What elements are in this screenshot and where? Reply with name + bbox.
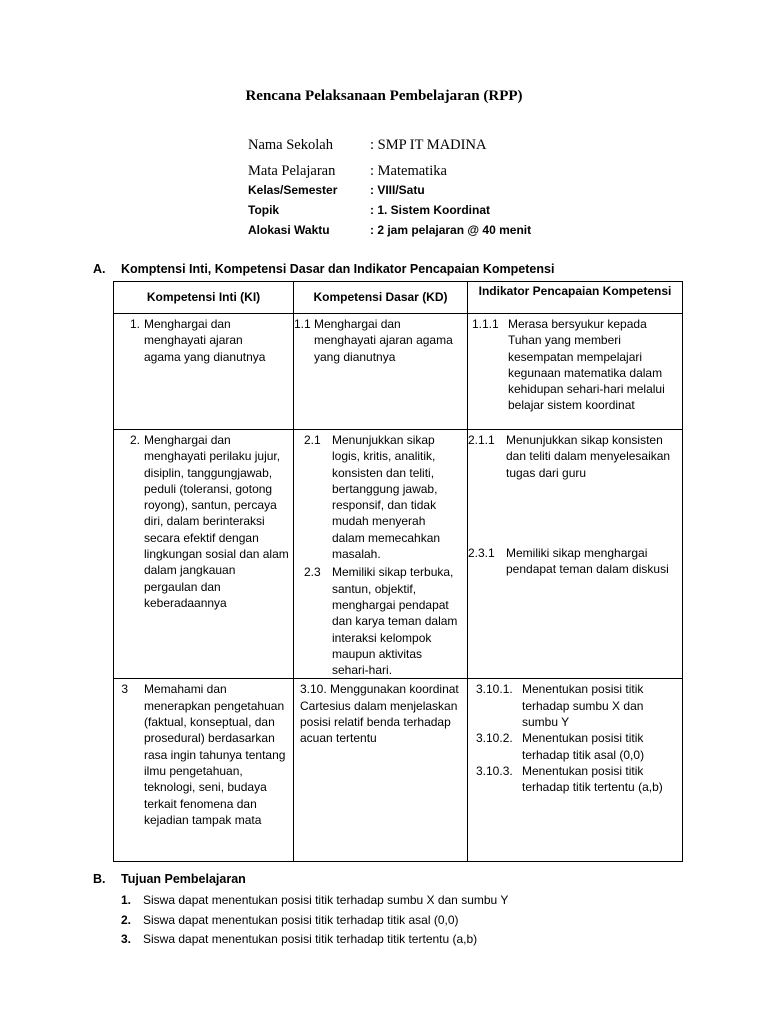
item-text: Menggunakan koordinat Cartesius dalam menjelaskan posisi relatif benda terhadap acuan tertentu xyxy=(300,682,459,746)
meta-alokasi-waktu xyxy=(248,223,531,237)
item-text: Memahami dan menerapkan pengetahuan (faktual, konseptual, dan prosedural) berdasarkan rasa ingin tahunya tentang ilmu pengetahuan, teknologi, seni, budaya terkait fenomena dan kejadian tampak mata xyxy=(144,682,286,827)
kd-cell xyxy=(294,314,468,430)
ipk-cell xyxy=(468,314,683,430)
meta-label: Mata Pelajaran xyxy=(248,163,336,179)
document-title: Rencana Pelaksanaan Pembelajaran (RPP) xyxy=(245,88,523,104)
meta-topik xyxy=(248,203,490,217)
item-text: Menentukan posisi titik terhadap titik tertentu (a,b) xyxy=(522,763,663,795)
item-text: Menghargai dan menghayati perilaku jujur, disiplin, tanggungjawab, peduli (toleransi, gotong royong), santun, percaya diri, dalam berinteraksi secara efektif dengan lingkungan sosial dan alam dalam jangkauan pergaulan dan keberadaannya xyxy=(144,433,289,610)
item-text: Memiliki sikap menghargai pendapat teman dalam diskusi xyxy=(506,545,669,577)
list-item xyxy=(121,911,508,931)
item-number: 3.10.1. xyxy=(476,682,513,697)
meta-label: Alokasi Waktu xyxy=(248,223,330,237)
ki-cell xyxy=(114,679,294,862)
item-number: 2.1 xyxy=(304,433,321,447)
section-title: Tujuan Pembelajaran xyxy=(121,872,246,886)
item-number: 3.10. xyxy=(300,682,327,697)
meta-value: : VIII/Satu xyxy=(370,183,425,197)
meta-mata-pelajaran xyxy=(248,163,447,180)
list-item xyxy=(121,930,508,950)
item-text: Merasa bersyukur kepada Tuhan yang memberi kesempatan mempelajari kegunaan matematika dalam kehidupan sehari-hari melalui belajar sistem koordinat xyxy=(508,317,665,413)
header-ki: Kompetensi Inti (KI) xyxy=(114,282,294,314)
item-text: Menghargai dan menghayati ajaran agama yang dianutnya xyxy=(314,317,453,364)
item-text: Siswa dapat menentukan posisi titik terhadap titik asal (0,0) xyxy=(143,912,459,927)
item-number: 2.3 xyxy=(304,565,321,580)
item-text: Memiliki sikap terbuka, santun, objektif, menghargai pendapat dan karya teman dalam interaksi kelompok maupun aktivitas sehari-hari. xyxy=(332,565,458,678)
item-text: Menunjukkan sikap logis, kritis, analitik, konsisten dan teliti, bertanggung jawab, responsif, dan tidak mudah menyerah dalam memecahkan masalah. xyxy=(332,433,441,562)
kd-cell xyxy=(294,430,468,679)
item-text: Siswa dapat menentukan posisi titik terhadap titik tertentu (a,b) xyxy=(143,932,478,946)
ki-cell xyxy=(114,430,294,679)
item-number: 3.10.2. xyxy=(476,731,513,746)
meta-value: : 2 jam pelajaran @ 40 menit xyxy=(370,223,532,237)
item-text: Menghargai dan menghayati ajaran agama yang dianutnya xyxy=(144,317,266,364)
item-number: 2. xyxy=(121,912,132,927)
kd-cell xyxy=(294,679,468,862)
table-header-row xyxy=(114,282,683,314)
header-kd: Kompetensi Dasar (KD) xyxy=(294,282,468,314)
section-b-heading xyxy=(93,872,246,886)
item-number: 3. xyxy=(121,932,132,946)
ki-cell xyxy=(114,314,294,430)
ipk-cell xyxy=(468,430,683,679)
competency-table xyxy=(113,281,683,862)
section-title: Komptensi Inti, Kompetensi Dasar dan Indikator Pencapaian Kompetensi xyxy=(121,262,555,276)
header-ipk: Indikator Pencapaian Kompetensi xyxy=(468,282,683,314)
meta-label: Topik xyxy=(248,203,280,217)
meta-value: : 1. Sistem Koordinat xyxy=(370,203,491,217)
item-text: Menentukan posisi titik terhadap sumbu X dan sumbu Y xyxy=(522,682,644,730)
section-a-heading xyxy=(93,262,554,276)
item-number: 1. xyxy=(129,317,140,331)
meta-kelas-semester xyxy=(248,183,425,197)
item-number: 2.3.1 xyxy=(468,545,495,560)
item-number: 1. xyxy=(121,893,132,907)
section-letter: A. xyxy=(93,262,106,276)
item-text: Menunjukkan sikap konsisten dan teliti dalam menyelesaikan tugas dari guru xyxy=(506,433,671,480)
table-row xyxy=(114,679,683,862)
item-text: Menentukan posisi titik terhadap titik asal (0,0) xyxy=(522,731,645,762)
meta-value: : SMP IT MADINA xyxy=(370,137,487,153)
learning-goals-list xyxy=(121,891,508,950)
item-number: 3 xyxy=(121,682,128,697)
item-number: 1.1.1 xyxy=(472,317,499,331)
item-number: 1.1 xyxy=(294,317,311,331)
section-letter: B. xyxy=(93,872,106,886)
meta-label: Kelas/Semester xyxy=(248,183,338,197)
ipk-cell xyxy=(468,679,683,862)
meta-value: : Matematika xyxy=(370,163,447,179)
item-number: 2. xyxy=(129,433,140,447)
table-row xyxy=(114,430,683,679)
meta-nama-sekolah xyxy=(248,137,486,154)
item-number: 3.10.3. xyxy=(476,763,513,778)
list-item xyxy=(121,891,508,911)
table-row xyxy=(114,314,683,430)
item-text: Siswa dapat menentukan posisi titik terhadap sumbu X dan sumbu Y xyxy=(143,893,509,907)
meta-label: Nama Sekolah xyxy=(248,137,333,153)
item-number: 2.1.1 xyxy=(468,433,495,447)
